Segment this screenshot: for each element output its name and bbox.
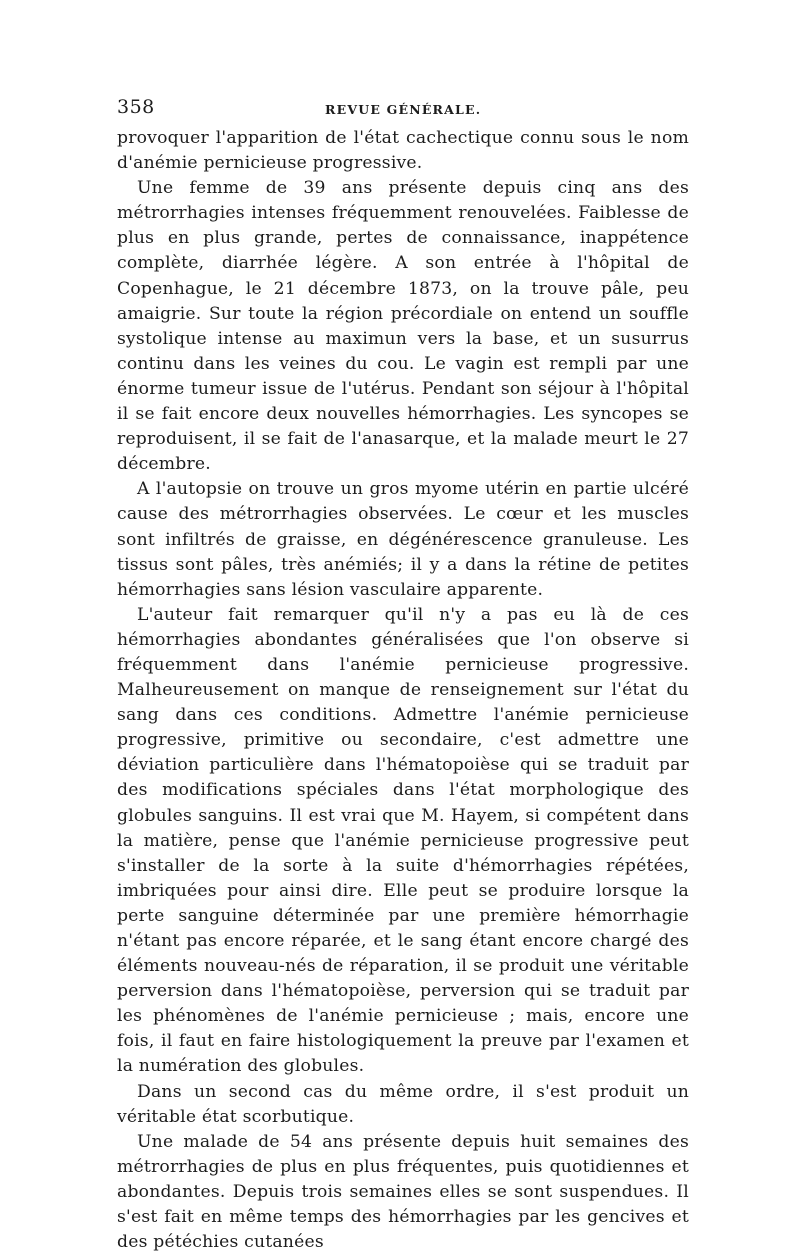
paragraph-continuation: provoquer l'apparition de l'état cachectique connu sous le nom d'anémie pernicieuse progressive.: [117, 128, 689, 174]
page-header: [117, 96, 689, 126]
paragraph-author-remarks: L'auteur fait remarquer qu'il n'y a pas eu là de ces hémorrhagies abondantes généralisées que l'on observe si fréquemment dans l'anémie pernicieuse progressive. Malheureusement on manque de renseignement sur l'état du sang dans ces conditions. Admettre l'anémie pernicieuse progressive, primitive ou secondaire, c'est admettre une déviation particulière dans l'hématopoièse qui se traduit par des modifications spéciales dans l'état morphologique des globules sanguins. Il est vrai que M. Hayem, si compétent dans la matière, pense que l'anémie pernicieuse progressive peut s'installer de la sorte à la suite d'hémorrhagies répétées, imbriquées pour ainsi dire. Elle peut se produire lorsque la perte sanguine déterminée par une première hémorrhagie n'étant pas encore réparée, et le sang étant encore chargé des éléments nouveau-nés de réparation, il se produit une véritable perversion dans l'hématopoièse, perversion qui se traduit par les phénomènes de l'anémie pernicieuse ; mais, encore une fois, il faut en faire histologiquement la preuve par l'examen et la numération des globules.: [117, 604, 689, 1077]
paragraph-second-case: Dans un second cas du même ordre, il s'est produit un véritable état scorbutique.: [117, 1081, 689, 1127]
paragraph-case-one: Une femme de 39 ans présente depuis cinq ans des métrorrhagies intenses fréquemment renouvelées. Faiblesse de plus en plus grande, pertes de connaissance, inappétence complète, diarrhée légère. A son entrée à l'hôpital de Copenhague, le 21 décembre 1873, on la trouve pâle, peu amaigrie. Sur toute la région précordiale on entend un souffle systolique intense au maximun vers la base, et un susurrus continu dans les veines du cou. Le vagin est rempli par une énorme tumeur issue de l'utérus. Pendant son séjour à l'hôpital il se fait encore deux nouvelles hémorrhagies. Les syncopes se reproduisent, il se fait de l'anasarque, et la malade meurt le 27 décembre.: [117, 178, 689, 475]
page-number: 358: [117, 96, 155, 118]
paragraph-autopsy: A l'autopsie on trouve un gros myome utérin en partie ulcéré cause des métrorrhagies observées. Le cœur et les muscles sont infiltrés de graisse, en dégénérescence granuleuse. Les tissus sont pâles, très anémiés; il y a dans la rétine de petites hémorrhagies sans lésion vasculaire apparente.: [117, 479, 689, 600]
body-text: [117, 126, 689, 1255]
paragraph-case-two: Une malade de 54 ans présente depuis huit semaines des métrorrhagies de plus en plus fréquentes, puis quotidiennes et abondantes. Depuis trois semaines elles se sont suspendues. Il s'est fait en même temps des hémorrhagies par les gencives et des pétéchies cutanées: [117, 1131, 689, 1253]
running-head: REVUE GÉNÉRALE.: [325, 102, 482, 117]
document-page: [117, 96, 689, 1255]
